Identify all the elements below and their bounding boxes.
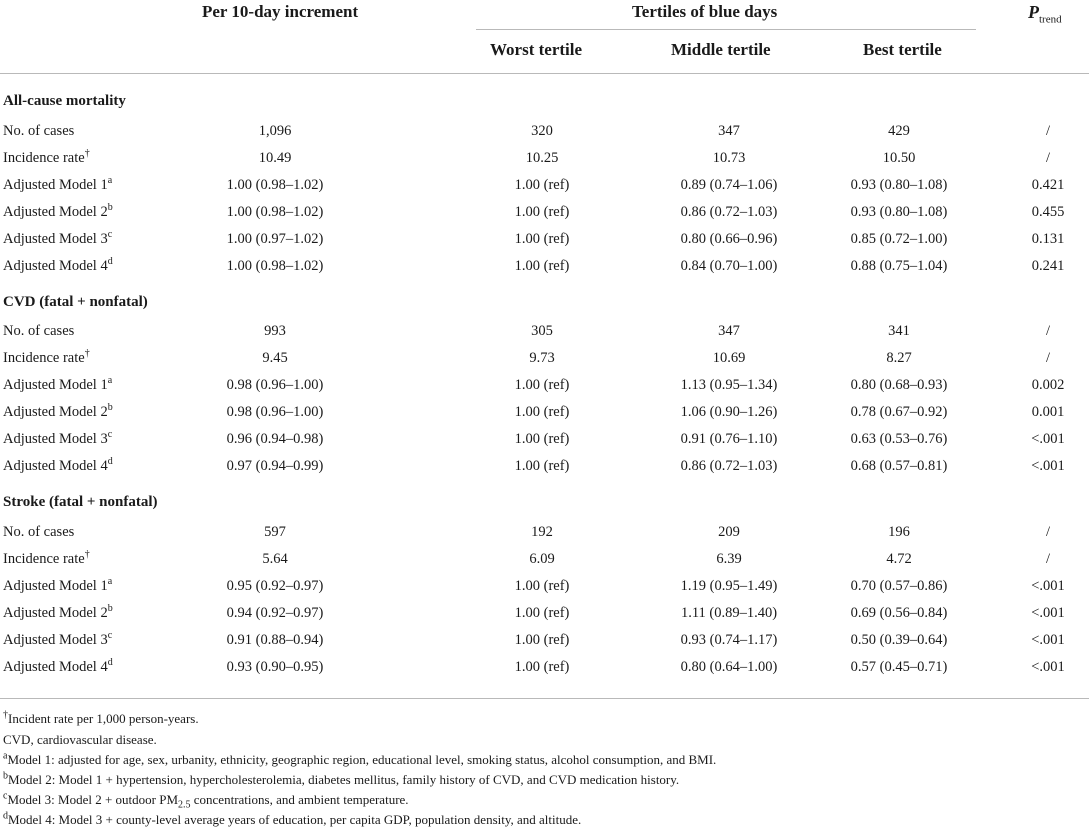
cell-best: 0.88 (0.75–1.04) [850,258,948,274]
table-row [0,631,1089,656]
cell-p-trend: / [1045,123,1051,139]
row-label [3,523,74,541]
table-row [0,550,1089,575]
table-row [0,149,1089,174]
cell-worst: 1.00 (ref) [514,204,570,220]
table-row [0,658,1089,683]
table-row [0,403,1089,428]
header-worst-tertile: Worst tertile [490,40,583,59]
cell-p-trend: 0.455 [1031,204,1065,220]
cell-per-increment: 10.49 [258,150,292,166]
p-trend-p: P [1028,2,1039,22]
cell-per-increment: 0.96 (0.94–0.98) [226,431,324,447]
footnote-c [3,791,409,809]
cell-p-trend: 0.131 [1031,231,1065,247]
cell-worst: 1.00 (ref) [514,231,570,247]
cell-best: 0.93 (0.80–1.08) [850,177,948,193]
footnote-c-text: Model 3: Model 2 + outdoor PM [7,792,179,807]
cell-best: 0.93 (0.80–1.08) [850,204,948,220]
cell-middle: 347 [718,123,740,139]
row-label-text: Incidence rate [3,551,85,567]
cell-worst: 305 [531,323,553,339]
cell-worst: 1.00 (ref) [514,177,570,193]
table-row [0,230,1089,255]
row-label [3,230,112,248]
row-label-text: Adjusted Model 3 [3,431,108,447]
row-label-text: Adjusted Model 1 [3,177,108,193]
cell-per-increment: 597 [264,524,286,540]
cell-middle: 0.89 (0.74–1.06) [680,177,778,193]
row-label [3,376,112,394]
row-label-text: Incidence rate [3,350,85,366]
table-row [0,322,1089,347]
cell-middle: 1.19 (0.95–1.49) [680,578,778,594]
cell-best: 0.69 (0.56–0.84) [850,605,948,621]
row-label-text: Adjusted Model 1 [3,578,108,594]
cell-best: 0.57 (0.45–0.71) [850,659,948,675]
footnote-dagger-mark: † [3,709,8,721]
cell-p-trend: 0.001 [1031,404,1065,420]
row-label-sup: † [84,348,90,360]
cell-middle: 10.73 [712,150,746,166]
cell-p-trend: 0.241 [1031,258,1065,274]
cell-p-trend: / [1045,524,1051,540]
cell-per-increment: 0.98 (0.96–1.00) [226,377,324,393]
cell-per-increment: 1.00 (0.97–1.02) [226,231,324,247]
footnote-d-text: Model 4: Model 3 + county-level average years of education, per capita GDP, population density, and altitude. [8,812,582,827]
table-row [0,257,1089,282]
cell-per-increment: 1.00 (0.98–1.02) [226,258,324,274]
section-title-cvd: CVD (fatal + nonfatal) [3,294,148,310]
row-label [3,577,112,595]
cell-middle: 10.69 [712,350,746,366]
cell-p-trend: <.001 [1031,659,1065,675]
row-label-sup: d [107,456,113,468]
cell-middle: 209 [718,524,740,540]
cell-worst: 1.00 (ref) [514,258,570,274]
row-label [3,658,113,676]
header-p-trend [1028,2,1062,26]
footnote-b-mark: b [3,770,8,782]
cell-p-trend: <.001 [1031,605,1065,621]
row-label-text: No. of cases [3,524,75,540]
cell-per-increment: 0.95 (0.92–0.97) [226,578,324,594]
cell-best: 0.85 (0.72–1.00) [850,231,948,247]
row-label-sup: b [107,603,113,615]
cell-best: 10.50 [882,150,916,166]
footnote-d-mark: d [3,810,8,822]
row-label-sup: a [107,175,113,187]
cell-p-trend: 0.421 [1031,177,1065,193]
cell-p-trend: <.001 [1031,578,1065,594]
row-label-text: Adjusted Model 2 [3,204,108,220]
cell-per-increment: 0.98 (0.96–1.00) [226,404,324,420]
cell-worst: 6.09 [529,551,555,567]
cell-middle: 0.91 (0.76–1.10) [680,431,778,447]
cell-per-increment: 9.45 [262,350,288,366]
row-label [3,631,112,649]
cell-worst: 1.00 (ref) [514,659,570,675]
row-label [3,349,90,367]
cell-best: 196 [888,524,910,540]
row-label-sup: d [107,256,113,268]
row-label-text: Incidence rate [3,150,85,166]
cell-best: 8.27 [886,350,912,366]
cell-worst: 1.00 (ref) [514,458,570,474]
cell-per-increment: 1.00 (0.98–1.02) [226,177,324,193]
cell-worst: 1.00 (ref) [514,578,570,594]
cell-per-increment: 993 [264,323,286,339]
row-label-text: No. of cases [3,323,75,339]
cell-p-trend: / [1045,323,1051,339]
footnote-c-mark: c [3,790,8,802]
footnote-cvd: CVD, cardiovascular disease. [3,732,157,747]
cell-middle: 6.39 [716,551,742,567]
footnote-c-sub: 2.5 [178,799,191,811]
row-label-text: Adjusted Model 3 [3,231,108,247]
header-bottom-rule [0,73,1089,74]
footnote-dagger-text: Incident rate per 1,000 person-years. [8,711,199,726]
table-bottom-rule [0,698,1089,699]
cell-middle: 0.80 (0.64–1.00) [680,659,778,675]
row-label-text: Adjusted Model 3 [3,632,108,648]
cell-best: 0.68 (0.57–0.81) [850,458,948,474]
cell-best: 0.78 (0.67–0.92) [850,404,948,420]
cell-worst: 1.00 (ref) [514,431,570,447]
p-trend-sub: trend [1039,13,1062,26]
row-label-sup: a [107,375,113,387]
cell-per-increment: 1.00 (0.98–1.02) [226,204,324,220]
cell-middle: 347 [718,323,740,339]
row-label-sup: d [107,657,113,669]
table-row [0,203,1089,228]
cell-best: 429 [888,123,910,139]
row-label [3,457,113,475]
header-tertiles-of-blue-days: Tertiles of blue days [632,2,778,21]
cell-best: 0.80 (0.68–0.93) [850,377,948,393]
row-label-sup: c [107,229,113,241]
section-title-stroke: Stroke (fatal + nonfatal) [3,494,158,510]
cell-middle: 0.86 (0.72–1.03) [680,458,778,474]
footnote-a-text: Model 1: adjusted for age, sex, urbanity, ethnicity, geographic region, educational level, smoking status, alcohol consumption, and BMI. [7,752,717,767]
cell-middle: 1.06 (0.90–1.26) [680,404,778,420]
row-label-text: Adjusted Model 4 [3,458,108,474]
cell-per-increment: 0.94 (0.92–0.97) [226,605,324,621]
cell-best: 341 [888,323,910,339]
cell-worst: 1.00 (ref) [514,632,570,648]
table-row [0,349,1089,374]
cell-best: 4.72 [886,551,912,567]
cell-per-increment: 0.91 (0.88–0.94) [226,632,324,648]
cell-worst: 1.00 (ref) [514,605,570,621]
cell-worst: 192 [531,524,553,540]
cell-p-trend: / [1045,551,1051,567]
cell-p-trend: <.001 [1031,458,1065,474]
header-best-tertile: Best tertile [863,40,942,59]
cell-worst: 1.00 (ref) [514,404,570,420]
cell-worst: 9.73 [529,350,555,366]
cell-worst: 1.00 (ref) [514,377,570,393]
row-label-sup: b [107,202,113,214]
row-label-sup: c [107,429,113,441]
footnote-a [3,751,716,769]
row-label [3,149,90,167]
table-row [0,604,1089,629]
footnote-c-text-after: concentrations, and ambient temperature. [190,792,409,807]
row-label [3,122,74,140]
table-row [0,376,1089,401]
cell-worst: 10.25 [525,150,559,166]
row-label [3,203,113,221]
cell-per-increment: 1,096 [258,123,292,139]
row-label [3,430,112,448]
table-row [0,457,1089,482]
header-middle-tertile: Middle tertile [671,40,771,59]
header-per-10-day-increment: Per 10-day increment [202,2,359,21]
cell-middle: 0.86 (0.72–1.03) [680,204,778,220]
footnote-dagger [3,710,199,728]
row-label-text: Adjusted Model 1 [3,377,108,393]
row-label-text: Adjusted Model 4 [3,659,108,675]
row-label-sup: † [84,549,90,561]
cell-p-trend: 0.002 [1031,377,1065,393]
row-label [3,604,113,622]
row-label-text: Adjusted Model 4 [3,258,108,274]
row-label [3,257,113,275]
cell-middle: 0.93 (0.74–1.17) [680,632,778,648]
footnote-a-mark: a [3,750,8,762]
cell-per-increment: 0.97 (0.94–0.99) [226,458,324,474]
section-title-all-cause: All-cause mortality [3,93,126,109]
row-label-text: Adjusted Model 2 [3,605,108,621]
cell-middle: 1.13 (0.95–1.34) [680,377,778,393]
cell-best: 0.63 (0.53–0.76) [850,431,948,447]
table-row [0,430,1089,455]
row-label [3,403,113,421]
cell-per-increment: 0.93 (0.90–0.95) [226,659,324,675]
row-label-sup: a [107,576,113,588]
row-label-sup: † [84,148,90,160]
cell-worst: 320 [531,123,553,139]
row-label [3,550,90,568]
row-label [3,176,112,194]
footnote-d [3,811,581,829]
row-label-text: No. of cases [3,123,75,139]
cell-best: 0.70 (0.57–0.86) [850,578,948,594]
cell-p-trend: / [1045,350,1051,366]
footnote-b-text: Model 2: Model 1 + hypertension, hypercholesterolemia, diabetes mellitus, family history of CVD, and CVD medication history. [8,772,680,787]
footnote-b [3,771,679,789]
cell-middle: 0.84 (0.70–1.00) [680,258,778,274]
cell-middle: 1.11 (0.89–1.40) [680,605,778,621]
cell-p-trend: <.001 [1031,431,1065,447]
cell-best: 0.50 (0.39–0.64) [850,632,948,648]
row-label-sup: b [107,402,113,414]
table-row [0,523,1089,548]
cell-per-increment: 5.64 [262,551,288,567]
table-row [0,176,1089,201]
cell-middle: 0.80 (0.66–0.96) [680,231,778,247]
cell-p-trend: / [1045,150,1051,166]
tertiles-group-rule [476,29,976,30]
table-row [0,577,1089,602]
row-label [3,322,74,340]
row-label-text: Adjusted Model 2 [3,404,108,420]
row-label-sup: c [107,630,113,642]
cell-p-trend: <.001 [1031,632,1065,648]
table-row [0,122,1089,147]
